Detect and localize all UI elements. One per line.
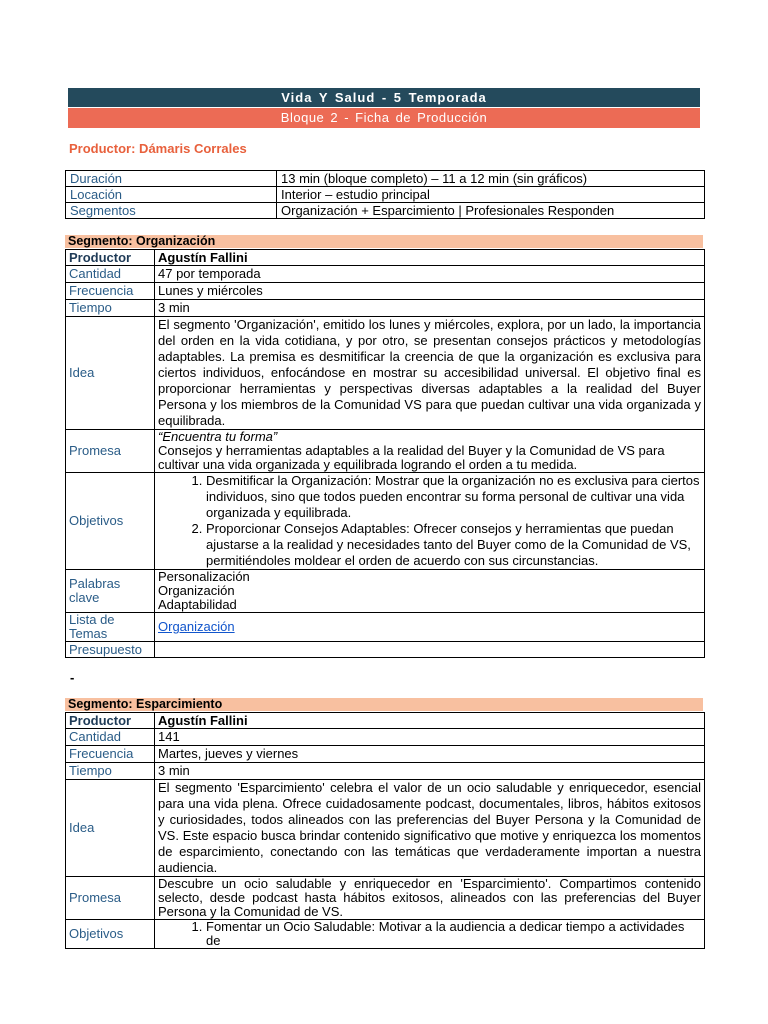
keyword: Organización xyxy=(158,583,235,598)
row-value: Lunes y miércoles xyxy=(155,283,705,300)
row-value xyxy=(155,613,705,642)
keyword: Adaptabilidad xyxy=(158,597,237,612)
temas-link[interactable]: Organización xyxy=(158,619,235,634)
keyword: Personalización xyxy=(158,569,250,584)
row-label: Cantidad xyxy=(66,729,155,746)
row-value xyxy=(155,642,705,658)
row-value xyxy=(155,570,705,613)
row-label: Promesa xyxy=(66,877,155,920)
row-label: Idea xyxy=(66,317,155,430)
row-label: Objetivos xyxy=(66,473,155,570)
row-frecuencia xyxy=(66,283,705,300)
info-row-segmentos xyxy=(66,203,705,219)
producer-heading: Productor: Dámaris Corrales xyxy=(69,141,247,156)
segment-esparcimiento-header: Segmento: Esparcimiento xyxy=(65,698,703,711)
info-row-duracion xyxy=(66,171,705,187)
row-value: 3 min xyxy=(155,763,705,780)
row-palabras xyxy=(66,570,705,613)
info-label: Segmentos xyxy=(66,203,277,219)
row-idea xyxy=(66,780,705,877)
row-label: Productor xyxy=(66,713,155,729)
row-label: Presupuesto xyxy=(66,642,155,658)
row-label: Productor xyxy=(66,250,155,266)
objetivos-list xyxy=(158,920,701,948)
row-label: Lista de Temas xyxy=(66,613,155,642)
objetivo-item: 2. Proporcionar Consejos Adaptables: Ofrecer consejos y herramientas que puedan ajustarse a la realidad y necesidades tanto del Buyer como de la Comunidad de VS, permitiéndoles moldear el orden de acuerdo con sus circunstancias. xyxy=(206,521,701,569)
row-idea xyxy=(66,317,705,430)
row-frecuencia xyxy=(66,746,705,763)
info-label: Locación xyxy=(66,187,277,203)
objetivo-item: 1. Desmitificar la Organización: Mostrar que la organización no es exclusiva para ciertos individuos, sino que todos pueden encontrar su forma personal de cultivar una vida organizada y equilibrada. xyxy=(206,473,701,521)
document-subtitle-banner: Bloque 2 - Ficha de Producción xyxy=(68,108,700,128)
objetivos-list xyxy=(158,473,701,569)
promesa-text: Consejos y herramientas adaptables a la realidad del Buyer y la Comunidad de VS para cultivar una vida organizada y equilibrada logrando el orden a tu medida. xyxy=(158,443,665,472)
row-cantidad xyxy=(66,729,705,746)
row-label: Tiempo xyxy=(66,763,155,780)
row-value: 141 xyxy=(155,729,705,746)
promesa-quote: “Encuentra tu forma” xyxy=(158,429,278,444)
row-promesa xyxy=(66,877,705,920)
row-value xyxy=(155,473,705,570)
row-label: Frecuencia xyxy=(66,746,155,763)
row-value: Agustín Fallini xyxy=(155,250,705,266)
row-label: Objetivos xyxy=(66,920,155,949)
row-label: Cantidad xyxy=(66,266,155,283)
row-value xyxy=(155,920,705,949)
info-table xyxy=(65,170,705,219)
row-objetivos xyxy=(66,920,705,949)
row-presupuesto xyxy=(66,642,705,658)
info-row-locacion xyxy=(66,187,705,203)
row-promesa xyxy=(66,430,705,473)
document-title-banner: Vida Y Salud - 5 Temporada xyxy=(68,88,700,107)
segment-organizacion-table xyxy=(65,249,705,658)
separator-dash: - xyxy=(70,670,75,685)
row-tiempo xyxy=(66,763,705,780)
info-value: Interior – estudio principal xyxy=(277,187,705,203)
row-value: Agustín Fallini xyxy=(155,713,705,729)
row-temas xyxy=(66,613,705,642)
info-value: 13 min (bloque completo) – 11 a 12 min (sin gráficos) xyxy=(277,171,705,187)
row-value: Descubre un ocio saludable y enriquecedor en 'Esparcimiento'. Compartimos contenido selecto, desde podcast hasta hábitos exitosos, alineados con las preferencias del Buyer Persona y la Comunidad de VS. xyxy=(155,877,705,920)
row-label: Tiempo xyxy=(66,300,155,317)
segment-organizacion-header: Segmento: Organización xyxy=(65,235,703,248)
row-value: El segmento 'Organización', emitido los lunes y miércoles, explora, por un lado, la importancia del orden en la vida cotidiana, y por otro, se presentan consejos prácticos y metodologías adaptables. La premisa es desmitificar la creencia de que la organización es exclusiva para ciertos individuos, enfocándose en mostrar su accesibilidad universal. El objetivo final es proporcionar herramientas y perspectivas diversas adaptables a la realidad del Buyer Persona y los miembros de la Comunidad VS para que puedan cultivar una vida organizada y equilibrada. xyxy=(155,317,705,430)
segment-esparcimiento-table xyxy=(65,712,705,949)
row-value: Martes, jueves y viernes xyxy=(155,746,705,763)
row-value: 47 por temporada xyxy=(155,266,705,283)
objetivo-item: 1. Fomentar un Ocio Saludable: Motivar a la audiencia a dedicar tiempo a actividades de xyxy=(206,920,701,948)
row-value xyxy=(155,430,705,473)
row-label: Promesa xyxy=(66,430,155,473)
row-label: Palabras clave xyxy=(66,570,155,613)
row-cantidad xyxy=(66,266,705,283)
row-productor xyxy=(66,713,705,729)
row-label: Frecuencia xyxy=(66,283,155,300)
info-value: Organización + Esparcimiento | Profesionales Responden xyxy=(277,203,705,219)
row-value: 3 min xyxy=(155,300,705,317)
row-productor xyxy=(66,250,705,266)
row-objetivos xyxy=(66,473,705,570)
row-tiempo xyxy=(66,300,705,317)
info-label: Duración xyxy=(66,171,277,187)
row-value: El segmento 'Esparcimiento' celebra el valor de un ocio saludable y enriquecedor, esencial para una vida plena. Ofrece cuidadosamente podcast, documentales, libros, hábitos exitosos y curiosidades, todos alineados con las preferencias del Buyer Persona y la Comunidad de VS. Este espacio busca brindar contenido significativo que motive y enriquezca los momentos de esparcimiento, conectando con las temáticas que verdaderamente importan a nuestra audiencia. xyxy=(155,780,705,877)
row-label: Idea xyxy=(66,780,155,877)
